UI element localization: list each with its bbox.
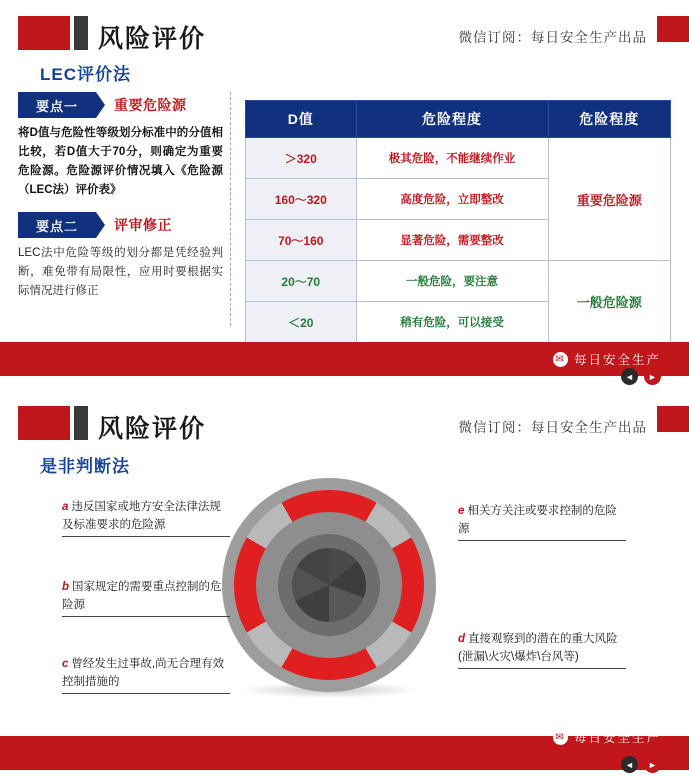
point-head-2: 评审修正	[114, 217, 172, 233]
donut-diagram	[222, 478, 436, 692]
lec-points-panel	[18, 92, 223, 324]
header-dark-block	[74, 406, 88, 440]
cell-degree: 高度危险，立即整改	[356, 179, 548, 220]
th-dvalue: D值	[246, 101, 357, 138]
slide1-header	[0, 0, 689, 60]
point-head-1: 重要危险源	[114, 97, 187, 113]
page-title: 风险评价	[98, 25, 207, 53]
header-corner-block	[657, 16, 689, 42]
callout-d-rule	[458, 668, 626, 669]
vertical-divider	[230, 92, 231, 326]
slide2-page-nav[interactable]	[621, 756, 661, 773]
point-tag-2: 要点二	[18, 212, 96, 238]
prev-page-icon[interactable]: ◄	[621, 368, 638, 385]
wechat-label: 每日安全生产	[573, 353, 661, 367]
wechat-badge	[553, 350, 661, 368]
callout-b-tag: b	[62, 581, 70, 593]
callout-a-text: 违反国家或地方安全法律法规及标准要求的危险源	[62, 501, 221, 531]
callout-b-text: 国家规定的需要重点控制的危险源	[62, 581, 222, 611]
header-red-block	[18, 16, 70, 50]
page-title: 风险评价	[98, 415, 207, 443]
next-page-icon[interactable]: ►	[644, 368, 661, 385]
callout-b	[62, 578, 230, 617]
cell-dvalue: 70～160	[246, 220, 357, 261]
callout-d	[458, 630, 626, 669]
wechat-badge	[553, 728, 661, 746]
callout-c-text: 曾经发生过事故,尚无合理有效控制措施的	[62, 658, 225, 688]
callout-c	[62, 655, 230, 694]
ring-core	[292, 548, 366, 622]
slide-judgement	[0, 390, 689, 778]
subscribe-text: 微信订阅：每日安全生产出品	[458, 420, 647, 435]
callout-e-text: 相关方关注或要求控制的危险源	[458, 505, 617, 535]
table-row	[246, 138, 671, 179]
wechat-icon: ✉	[553, 352, 568, 367]
section-title-lec: LEC评价法	[40, 65, 131, 84]
cell-dvalue: 160～320	[246, 179, 357, 220]
point-body-2: LEC法中危险等级的划分都是凭经验判断，难免带有局限性，应用时要根据实际情况进行修正	[18, 247, 223, 297]
header-corner-block	[657, 406, 689, 432]
next-page-icon[interactable]: ►	[644, 756, 661, 773]
callout-a-rule	[62, 536, 230, 537]
point-body-1: 将D值与危险性等级划分标准中的分值相比较，若D值大于70分，则确定为重要危险源。危险源评价情况填入《危险源（LEC法）评价表》	[18, 127, 223, 196]
subscribe-text: 微信订阅：每日安全生产出品	[458, 30, 647, 45]
cell-category-general: 一般危险源	[548, 261, 670, 343]
callout-a-tag: a	[62, 501, 69, 513]
wechat-icon: ✉	[553, 730, 568, 745]
point-row-1	[18, 92, 223, 118]
callout-a	[62, 498, 230, 537]
callout-e	[458, 502, 626, 541]
cell-degree: 一般危险，要注意	[356, 261, 548, 302]
cell-degree: 极其危险，不能继续作业	[356, 138, 548, 179]
cell-category-major: 重要危险源	[548, 138, 670, 261]
cell-dvalue: 20～70	[246, 261, 357, 302]
header-dark-block	[74, 16, 88, 50]
prev-page-icon[interactable]: ◄	[621, 756, 638, 773]
cell-degree: 显著危险，需要整改	[356, 220, 548, 261]
callout-e-rule	[458, 540, 626, 541]
th-degree: 危险程度	[356, 101, 548, 138]
cell-degree: 稍有危险，可以接受	[356, 302, 548, 343]
cell-dvalue: ＞320	[246, 138, 357, 179]
callout-c-tag: c	[62, 658, 69, 670]
header-red-block	[18, 406, 70, 440]
cell-dvalue: ＜20	[246, 302, 357, 343]
slide1-page-nav[interactable]	[621, 368, 661, 385]
callout-d-text: 直接观察到的潜在的重大风险(泄漏\火灾\爆炸\台风等)	[458, 633, 618, 663]
section-title-judgement: 是非判断法	[40, 457, 130, 476]
callout-d-tag: d	[458, 633, 466, 645]
slide2-header	[0, 390, 689, 450]
point-row-2	[18, 212, 223, 238]
callout-c-rule	[62, 693, 230, 694]
lec-risk-table	[245, 100, 671, 343]
callout-e-tag: e	[458, 505, 465, 517]
callout-b-rule	[62, 616, 230, 617]
table-header-row	[246, 101, 671, 138]
th-category: 危险程度	[548, 101, 670, 138]
point-tag-1: 要点一	[18, 92, 96, 118]
table-row	[246, 261, 671, 302]
wechat-label: 每日安全生产	[573, 731, 661, 745]
